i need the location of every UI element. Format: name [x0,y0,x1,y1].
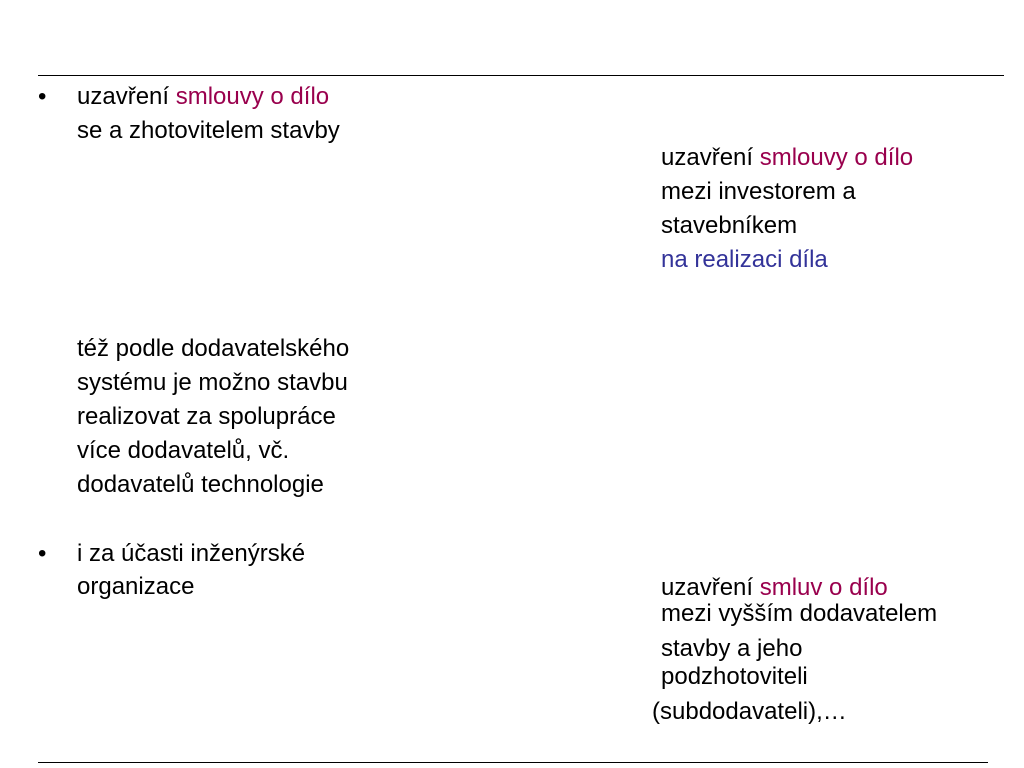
right-block-1-line-1 [661,143,913,173]
paragraph-line-1: též podle dodavatelského [77,335,350,362]
right-block-2-accent: smluv o dílo [759,574,888,601]
paragraph-line-3: realizovat za spolupráce [77,403,336,430]
bullet-1-marker: • [38,83,47,110]
paragraph-line-5: dodavatelů technologie [77,471,324,498]
right-block-2-prefix: uzavření [661,574,760,601]
bullet-1-line-1 [77,82,329,112]
bullet-1-accent: smlouvy o dílo [175,83,330,110]
right-block-1-line-4: na realizaci díla [661,246,828,273]
bullet-2-marker: • [38,540,47,567]
bullet-2-line-2: organizace [77,573,195,600]
right-block-1-line-2: mezi investorem a [661,178,856,205]
bullet-1-prefix: uzavření [77,83,176,110]
paragraph-line-2: systému je možno stavbu [77,369,348,396]
bullet-1-line-2: se a zhotovitelem stavby [77,117,340,144]
paragraph-line-4: více dodavatelů, vč. [77,437,290,464]
right-block-1-accent: smlouvy o dílo [759,144,914,171]
right-block-1-prefix: uzavření [661,144,760,171]
bottom-divider [38,762,988,763]
right-block-1-line-3: stavebníkem [661,212,798,239]
right-block-2-line-5: (subdodavateli),… [652,698,847,725]
right-block-2-line-2: mezi vyšším dodavatelem [661,600,938,627]
right-block-2-line-4: podzhotoviteli [661,663,808,690]
right-block-2-line-3: stavby a jeho [661,635,803,662]
top-divider [38,75,1004,76]
bullet-2-line-1: i za účasti inženýrské [77,540,306,567]
